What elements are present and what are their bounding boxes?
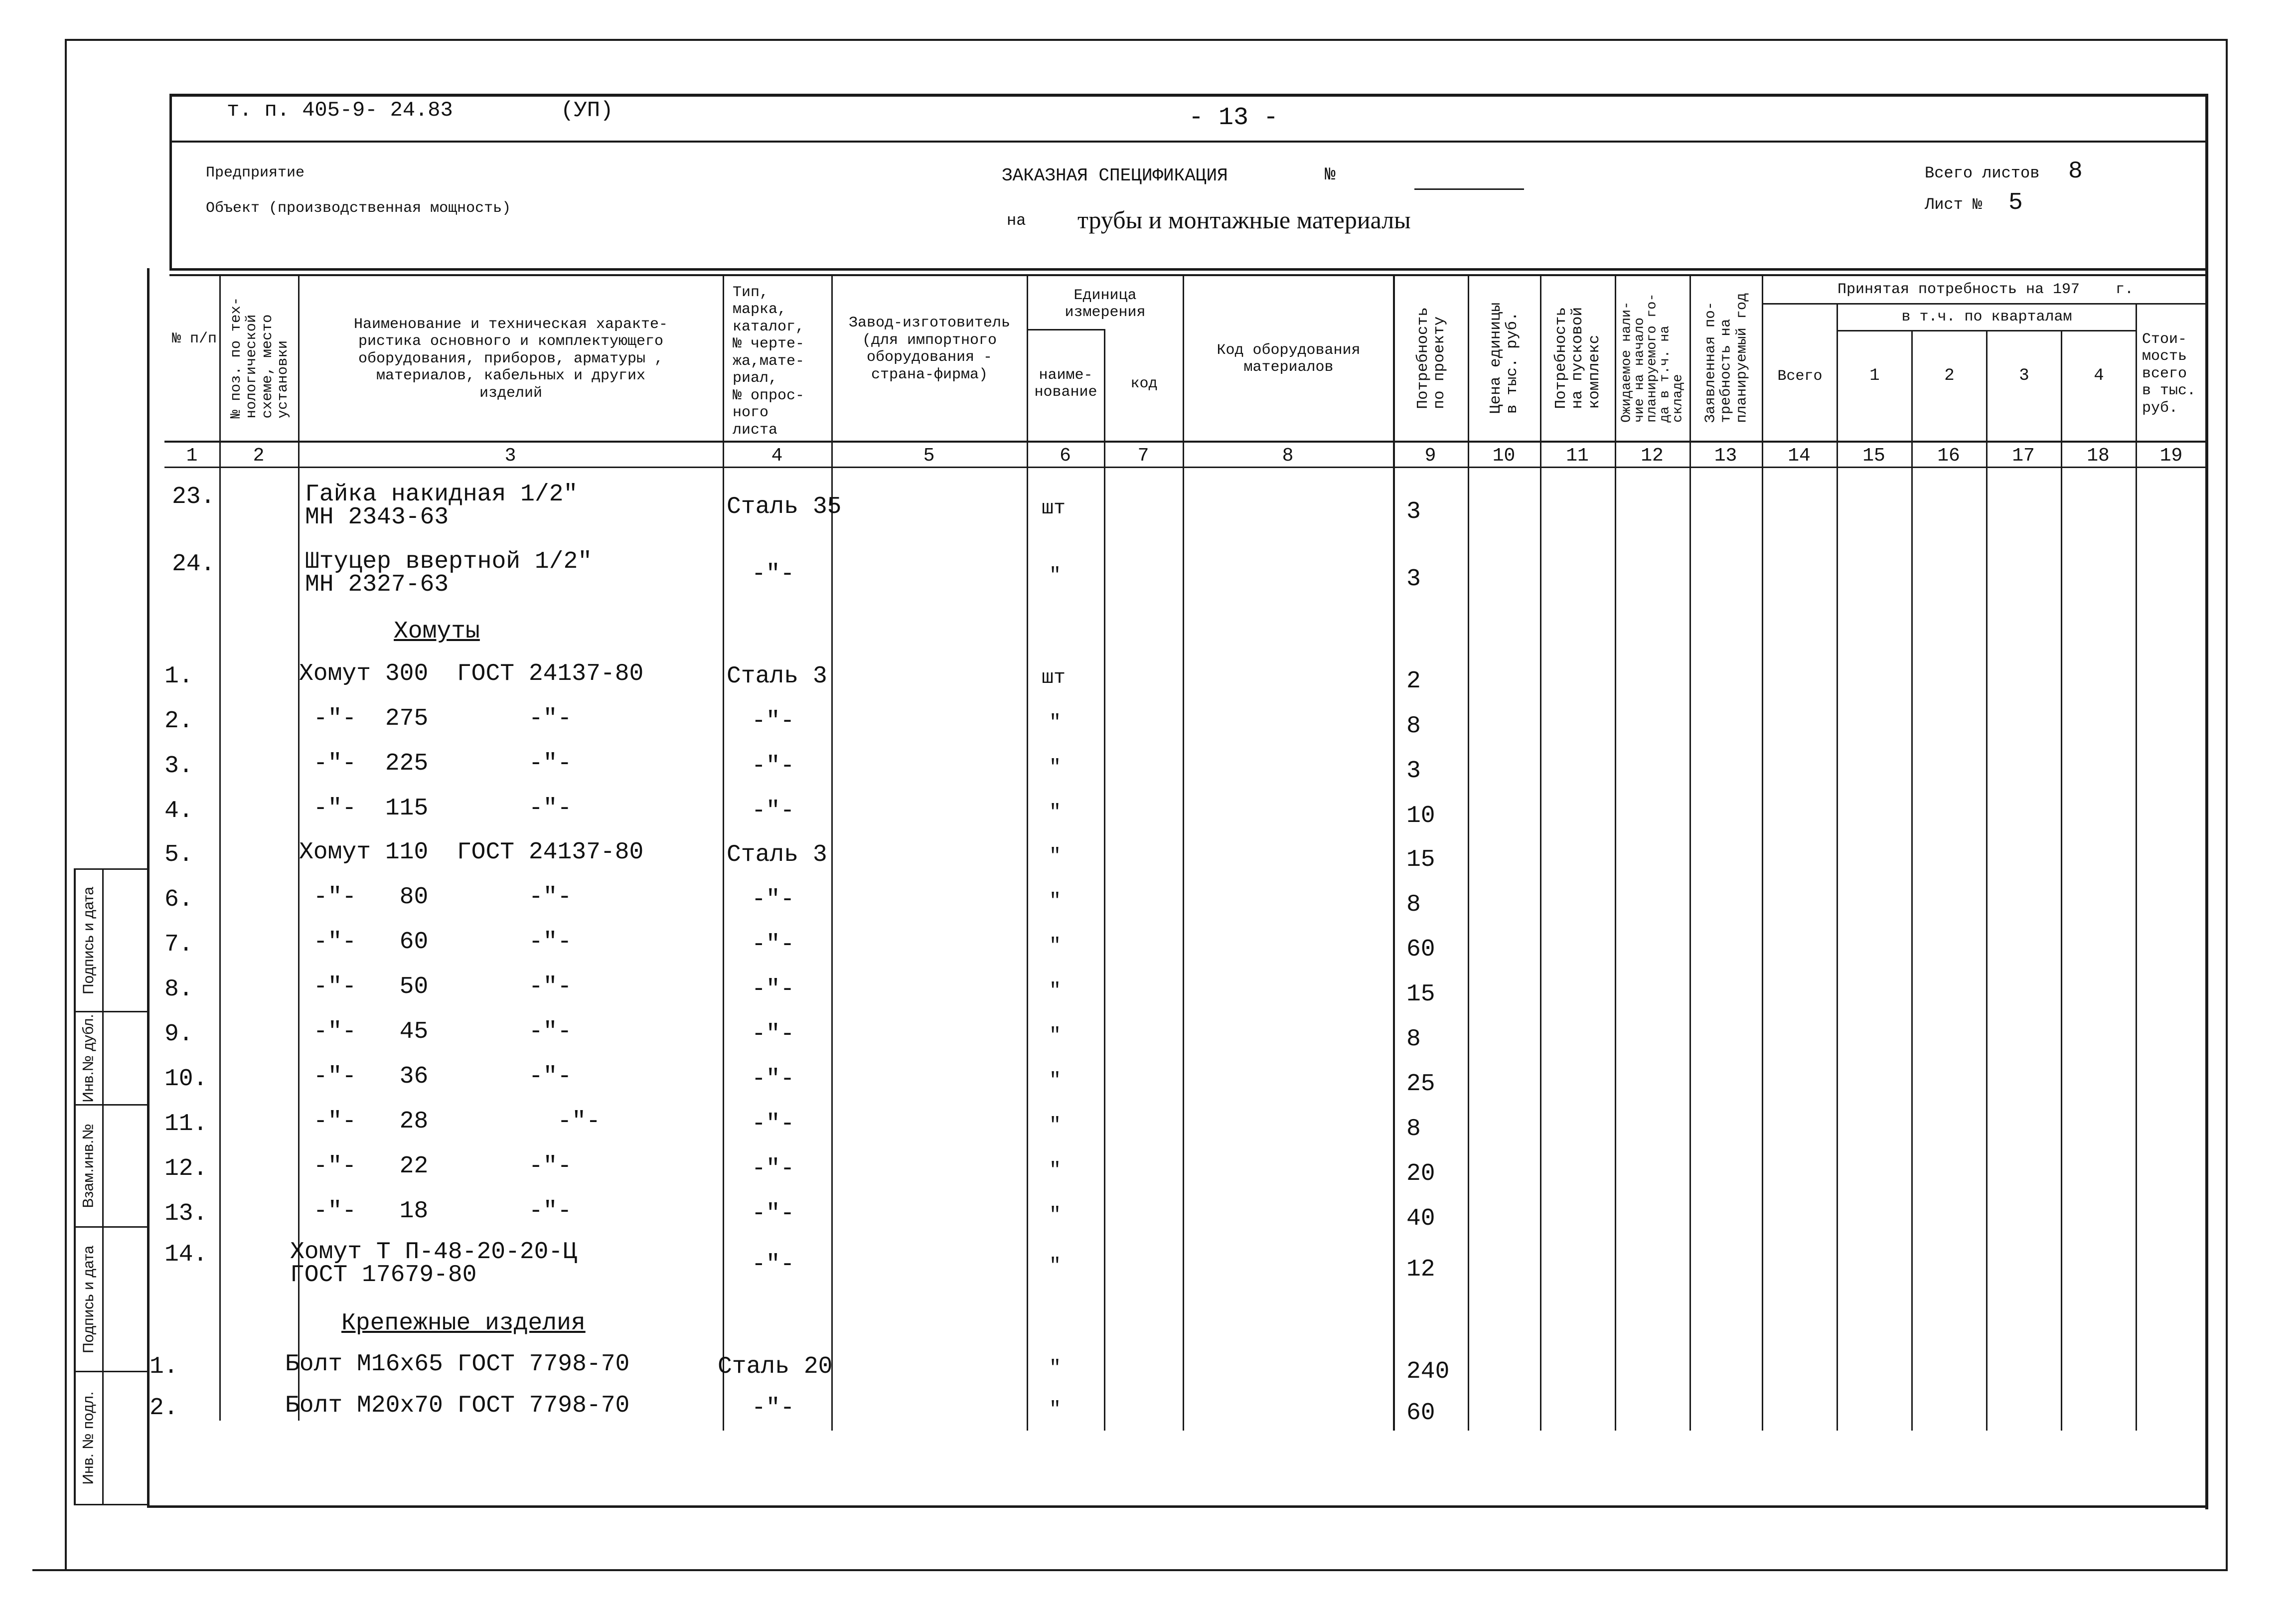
row-unit: " bbox=[1049, 1025, 1062, 1047]
row-name: Штуцер ввертной 1/2" МН 2327-63 bbox=[305, 548, 593, 598]
row-number: 10. bbox=[164, 1066, 208, 1093]
row-unit: " bbox=[1049, 757, 1062, 779]
row-name: -"- 225 -"- bbox=[299, 750, 572, 777]
header-col-13: Заявленная по- требность на планируемый год bbox=[1702, 293, 1750, 423]
row-quantity: 8 bbox=[1406, 1026, 1421, 1053]
row-material: -"- bbox=[752, 798, 795, 824]
row-quantity: 15 bbox=[1406, 981, 1435, 1008]
row-quantity: 10 bbox=[1406, 803, 1435, 829]
col-line-16 bbox=[1986, 330, 1988, 1431]
row-unit: " bbox=[1049, 890, 1062, 913]
header-col-1: № п/п bbox=[171, 330, 217, 347]
inner-frame-top bbox=[169, 94, 2208, 97]
row-number: 14. bbox=[164, 1241, 208, 1268]
row-unit: " bbox=[1049, 802, 1062, 824]
header-col-17: 3 bbox=[2019, 366, 2029, 386]
header-col-10: Цена единицы в тыс. руб. bbox=[1487, 302, 1522, 414]
column-number-12: 12 bbox=[1641, 445, 1664, 467]
header-col-8: Код оборудования материалов bbox=[1217, 341, 1361, 376]
page-number: - 13 - bbox=[1189, 104, 1279, 132]
row-unit: " bbox=[1049, 980, 1062, 1002]
header-quarters: в т.ч. по кварталам bbox=[1901, 308, 2072, 325]
column-number-15: 15 bbox=[1862, 445, 1885, 467]
row-unit: " bbox=[1049, 1204, 1062, 1227]
row-material: Сталь 35 bbox=[727, 493, 842, 520]
column-number-9: 9 bbox=[1424, 445, 1436, 467]
column-number-2: 2 bbox=[253, 445, 265, 467]
row-material: -"- bbox=[752, 1395, 795, 1422]
row-number: 2. bbox=[164, 708, 193, 735]
column-number-17: 17 bbox=[2012, 445, 2035, 467]
row-unit: " bbox=[1049, 1255, 1062, 1278]
row-material: -"- bbox=[752, 1155, 795, 1182]
row-name: -"- 115 -"- bbox=[299, 795, 572, 822]
unit-subheader-line bbox=[1027, 329, 1104, 330]
total-sheets-value: 8 bbox=[2068, 158, 2083, 185]
total-sheets-label: Всего листов bbox=[1925, 164, 2040, 182]
row-number: 8. bbox=[164, 976, 193, 1003]
stamp-inner bbox=[102, 868, 104, 1505]
left-main-border bbox=[147, 268, 150, 1508]
header-col-9: Потребность по проекту bbox=[1414, 307, 1449, 409]
row-material: -"- bbox=[752, 1251, 795, 1278]
column-number-6: 6 bbox=[1060, 445, 1071, 467]
column-number-10: 10 bbox=[1492, 445, 1516, 467]
header-accepted: Принятая потребность на 197 г. bbox=[1837, 281, 2134, 298]
row-unit: шт bbox=[1042, 667, 1066, 689]
inner-frame-right bbox=[2205, 94, 2208, 1509]
row-number: 3. bbox=[164, 753, 193, 780]
row-name: -"- 22 -"- bbox=[299, 1153, 572, 1180]
header-unit-group: Единица измерения bbox=[1065, 287, 1146, 321]
stamp-bottom bbox=[74, 1504, 150, 1505]
column-number-14: 14 bbox=[1788, 445, 1811, 467]
row-quantity: 25 bbox=[1406, 1071, 1435, 1098]
col-line-15 bbox=[1911, 330, 1913, 1431]
row-material: -"- bbox=[752, 886, 795, 913]
spec-label: ЗАКАЗНАЯ СПЕЦИФИКАЦИЯ bbox=[1002, 165, 1228, 186]
header-col-15: 1 bbox=[1869, 366, 1880, 386]
column-number-8: 8 bbox=[1282, 445, 1294, 467]
row-number: 23. bbox=[172, 484, 215, 510]
row-quantity: 240 bbox=[1406, 1358, 1450, 1385]
column-number-19: 19 bbox=[2159, 445, 2183, 467]
row-material: -"- bbox=[752, 1021, 795, 1048]
row-quantity: 12 bbox=[1406, 1256, 1435, 1283]
header-col-12: Ожидаемое нали- чие на начало планируемого го- да в т.ч. на складе bbox=[1619, 293, 1685, 423]
row-number: 9. bbox=[164, 1021, 193, 1048]
on-label: на bbox=[1007, 211, 1026, 230]
row-quantity: 3 bbox=[1406, 566, 1421, 593]
header-col-11: Потребность на пусковой комплекс bbox=[1552, 307, 1604, 409]
section-heading: Крепежные изделия bbox=[341, 1310, 586, 1337]
header-col-3: Наименование и техническая характе- ристика основного и комплектующего оборудования, приборов, арматуры , материалов, кабельных и других изделий bbox=[353, 316, 668, 402]
col-line-17 bbox=[2061, 330, 2062, 1431]
sheet-label: Лист № bbox=[1925, 195, 1983, 214]
section-heading: Хомуты bbox=[394, 618, 480, 645]
row-unit: " bbox=[1049, 565, 1062, 587]
row-name: Хомут 110 ГОСТ 24137-80 bbox=[299, 839, 644, 866]
row-name: -"- 45 -"- bbox=[299, 1018, 572, 1045]
row-unit: " bbox=[1049, 1399, 1062, 1421]
row-name: -"- 18 -"- bbox=[299, 1198, 572, 1225]
row-quantity: 2 bbox=[1406, 668, 1421, 695]
row-name: Гайка накидная 1/2" МН 2343-63 bbox=[305, 481, 578, 531]
row-number: 11. bbox=[164, 1111, 208, 1137]
inner-frame-left bbox=[169, 94, 172, 268]
row-unit: " bbox=[1049, 1159, 1062, 1182]
outer-frame-right bbox=[2226, 39, 2228, 1569]
row-quantity: 60 bbox=[1406, 936, 1435, 963]
row-number: 4. bbox=[164, 798, 193, 824]
row-number: 7. bbox=[164, 931, 193, 958]
row-quantity: 60 bbox=[1406, 1400, 1435, 1427]
bottom-frame bbox=[147, 1505, 2208, 1508]
stamp-signature-date-1: Подпись и дата bbox=[80, 886, 97, 994]
row-unit: " bbox=[1049, 935, 1062, 958]
row-quantity: 40 bbox=[1406, 1205, 1435, 1232]
column-number-3: 3 bbox=[504, 445, 516, 467]
row-quantity: 8 bbox=[1406, 891, 1421, 918]
row-material: Сталь 3 bbox=[727, 841, 827, 868]
row-material: -"- bbox=[752, 753, 795, 780]
row-unit: " bbox=[1049, 712, 1062, 734]
row-name: -"- 80 -"- bbox=[299, 884, 572, 911]
column-number-13: 13 bbox=[1714, 445, 1737, 467]
row-number: 1. bbox=[164, 663, 193, 690]
colnum-row-bottom bbox=[164, 467, 2208, 468]
table-header-bottom bbox=[164, 441, 2208, 443]
row-name: -"- 60 -"- bbox=[299, 929, 572, 956]
row-name: Болт М16х65 ГОСТ 7798-70 bbox=[285, 1351, 630, 1378]
row-material: -"- bbox=[752, 1111, 795, 1137]
outer-frame-left bbox=[65, 39, 67, 1569]
stamp-dup-inv: Инв.№ дубл. bbox=[80, 1014, 97, 1103]
row-number: 12. bbox=[164, 1155, 208, 1182]
sheet-value: 5 bbox=[2008, 189, 2023, 216]
row-material: -"- bbox=[752, 976, 795, 1003]
column-number-7: 7 bbox=[1137, 445, 1149, 467]
header-col-18: 4 bbox=[2094, 366, 2104, 386]
row-quantity: 8 bbox=[1406, 713, 1421, 740]
column-number-4: 4 bbox=[771, 445, 783, 467]
spec-number-underline bbox=[1414, 188, 1524, 190]
col-line-14 bbox=[1837, 304, 1838, 1431]
project-code: (УП) bbox=[561, 98, 613, 123]
row-material: -"- bbox=[752, 561, 795, 588]
header-col-2: № поз. по тех- нологической схеме, место установки bbox=[227, 297, 291, 419]
row-number: 5. bbox=[164, 841, 193, 868]
row-unit: " bbox=[1049, 1357, 1062, 1380]
spec-subject: трубы и монтажные материалы bbox=[1077, 206, 1411, 234]
header-col-5: Завод-изготовитель (для импортного оборудования - страна-фирма) bbox=[848, 315, 1011, 383]
header-col-6: наиме- нование bbox=[1034, 366, 1097, 401]
accepted-subheader-line bbox=[1762, 303, 2208, 305]
col-line-18 bbox=[2136, 304, 2137, 1431]
row-name: -"- 275 -"- bbox=[299, 705, 572, 732]
table-header-top bbox=[169, 274, 2208, 276]
column-number-16: 16 bbox=[1937, 445, 1960, 467]
row-quantity: 20 bbox=[1406, 1160, 1435, 1187]
header-col-4: Тип, марка, каталог, № черте- жа,мате- риал, № опрос- ного листа bbox=[733, 284, 805, 439]
stamp-signature-date-2: Подпись и дата bbox=[80, 1245, 97, 1353]
outer-frame-bottom bbox=[32, 1569, 2228, 1571]
column-number-11: 11 bbox=[1566, 445, 1589, 467]
row-name: -"- 36 -"- bbox=[299, 1063, 572, 1090]
project-number: т. п. 405-9- 24.83 bbox=[227, 98, 453, 122]
header-col-16: 2 bbox=[1944, 366, 1955, 386]
row-number: 1. bbox=[150, 1353, 178, 1380]
header-col-7: код bbox=[1130, 375, 1158, 392]
header-divider bbox=[169, 141, 2208, 143]
stamp-replace-inv: Взам.инв.№ bbox=[80, 1124, 97, 1208]
row-unit: " bbox=[1049, 1115, 1062, 1137]
row-material: Сталь 3 bbox=[727, 663, 827, 690]
row-name: Болт М20х70 ГОСТ 7798-70 bbox=[285, 1392, 630, 1419]
row-material: Сталь 20 bbox=[718, 1353, 833, 1380]
spec-number-sign: № bbox=[1325, 164, 1336, 185]
row-name: -"- 28 -"- bbox=[299, 1108, 601, 1135]
row-name: Хомут Т П-48-20-20-Ц ГОСТ 17679-80 bbox=[290, 1239, 578, 1289]
row-name: -"- 50 -"- bbox=[299, 973, 572, 1000]
row-material: -"- bbox=[752, 931, 795, 958]
row-name: Хомут 300 ГОСТ 24137-80 bbox=[299, 660, 644, 687]
col-line-6 bbox=[1104, 329, 1105, 1431]
row-number: 2. bbox=[150, 1395, 178, 1422]
row-number: 24. bbox=[172, 551, 215, 578]
row-material: -"- bbox=[752, 708, 795, 735]
row-unit: шт bbox=[1042, 497, 1066, 520]
row-quantity: 3 bbox=[1406, 498, 1421, 525]
outer-frame-top bbox=[65, 39, 2226, 41]
row-number: 6. bbox=[164, 886, 193, 913]
column-number-1: 1 bbox=[186, 445, 198, 467]
title-block-divider bbox=[169, 268, 2208, 271]
enterprise-label: Предприятие bbox=[206, 164, 305, 181]
row-material: -"- bbox=[752, 1200, 795, 1227]
row-quantity: 8 bbox=[1406, 1116, 1421, 1142]
column-number-18: 18 bbox=[2087, 445, 2110, 467]
object-label: Объект (производственная мощность) bbox=[206, 200, 511, 217]
row-material: -"- bbox=[752, 1066, 795, 1093]
row-unit: " bbox=[1049, 845, 1062, 868]
row-quantity: 3 bbox=[1406, 758, 1421, 785]
row-number: 13. bbox=[164, 1200, 208, 1227]
header-col-19: Стои- мость всего в тыс. руб. bbox=[2142, 330, 2196, 417]
stamp-original-inv: Инв. № подл. bbox=[80, 1391, 97, 1485]
row-unit: " bbox=[1049, 1070, 1062, 1092]
header-col-14: Всего bbox=[1777, 367, 1823, 385]
column-number-5: 5 bbox=[923, 445, 935, 467]
row-quantity: 15 bbox=[1406, 846, 1435, 873]
